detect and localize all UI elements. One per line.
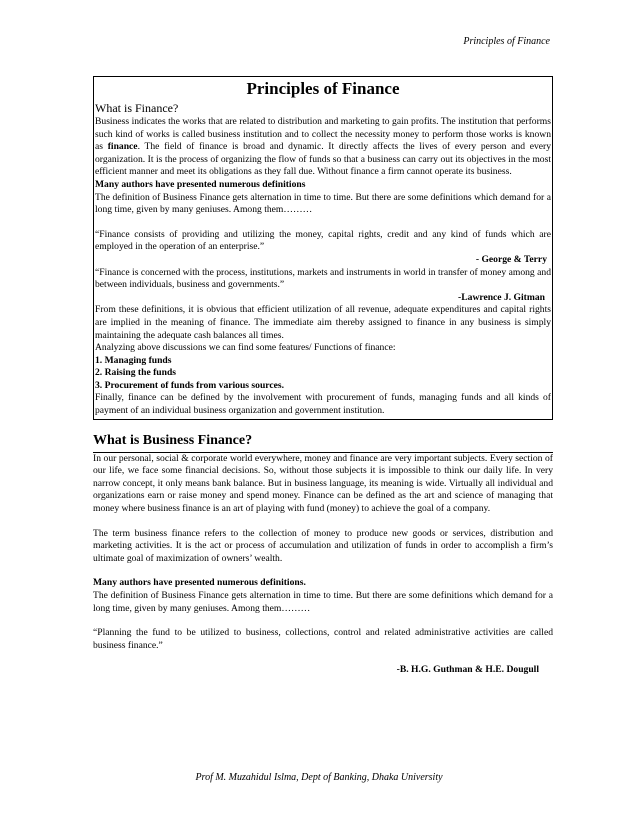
section-2-paragraph-1: In our personal, social & corporate world everywhere, money and finance are very important subjects. Every section of our life, we face some financial decisions. So, without those subjects it is impossible to think our daily life. In very narrow concept, it only means bank balance. But in business language, its meaning is wide. Virtually all individual and organizations earn or raise money and spend money. Finance can be defined as the art and science of managing that money where business finance is an art of playing with fund (money) to achieve the goal of a company. bbox=[93, 452, 553, 515]
title-box bbox=[93, 76, 553, 101]
section-1-paragraph-3: From these definitions, it is obvious that efficient utilization of all revenue, adequate expenditures and capital rights are implied in the meaning of finance. The immediate aim thereby assigned to finance in any business is simply maintaining the adequate cash balances all times. bbox=[95, 304, 551, 341]
spacer bbox=[95, 217, 551, 229]
quote-2-attribution: -Lawrence J. Gitman bbox=[458, 291, 545, 303]
para-text: . The field of finance is broad and dynamic. It directly affects the lives of every person and every organization. It is the process of organizing the flow of funds so that a business can carry out its objectives in the most efficient manner and meet its obligations as they fall due. Without finance a firm cannot operate its business. bbox=[95, 141, 552, 178]
section-2-quote-attribution: -B. H.G. Guthman & H.E. Dougull bbox=[396, 664, 539, 676]
section-1-paragraph-1 bbox=[95, 116, 551, 179]
content bbox=[93, 76, 553, 677]
spacer bbox=[93, 652, 553, 664]
spacer bbox=[93, 615, 553, 627]
finance-term: finance bbox=[107, 141, 138, 153]
section-2-heading: What is Business Finance? bbox=[93, 432, 253, 448]
quote-2: “Finance is concerned with the process, institutions, markets and instruments in world in transfer of money among and between individuals, business and governments.” bbox=[95, 266, 551, 291]
section-2-quote: “Planning the fund to be utilized to business, collections, control and related administrative activities are called business finance.” bbox=[93, 627, 553, 651]
page-title: Principles of Finance bbox=[246, 79, 400, 98]
section-1-paragraph-4: Analyzing above discussions we can find some features/ Functions of finance: bbox=[95, 342, 396, 354]
spacer bbox=[93, 516, 553, 528]
section-1-box bbox=[93, 101, 553, 420]
para-text: Business indicates the works that are related to distribution and marketing to gain profits. The institution that performs such kind of works is called business institution and to collect the necessity money to perform those works is known as bbox=[95, 116, 551, 153]
function-item-1: 1. Managing funds bbox=[95, 354, 172, 366]
spacer bbox=[93, 420, 553, 432]
section-2-heading-rule bbox=[93, 432, 553, 453]
authors-heading: Many authors have presented numerous definitions bbox=[95, 178, 306, 190]
quote-1-attribution: - George & Terry bbox=[475, 253, 547, 265]
section-2-paragraph-3: The definition of Business Finance gets alternation in time to time. But there are some definitions which demand for a long time, given by many geniuses. Among them……… bbox=[93, 590, 553, 614]
section-2-authors-heading: Many authors have presented numerous definitions. bbox=[93, 577, 306, 589]
section-1-paragraph-5: Finally, finance can be defined by the involvement with procurement of funds, managing funds and all kinds of payment of an individual business organization and government institution. bbox=[95, 392, 551, 417]
quote-1: “Finance consists of providing and utilizing the money, capital rights, credit and any kind of funds which are employed in the operation of an enterprise.” bbox=[95, 228, 551, 253]
function-item-2: 2. Raising the funds bbox=[95, 367, 177, 379]
running-header: Principles of Finance bbox=[463, 36, 550, 47]
function-item-3: 3. Procurement of funds from various sources. bbox=[95, 379, 285, 391]
page-footer: Prof M. Muzahidul Islma, Dept of Banking, Dhaka University bbox=[195, 772, 443, 783]
spacer bbox=[93, 565, 553, 577]
section-1-paragraph-2: The definition of Business Finance gets alternation in time to time. But there are some definitions which demand for a long time, given by many geniuses. Among them……… bbox=[95, 191, 551, 216]
section-1-heading: What is Finance? bbox=[95, 101, 179, 115]
section-2-paragraph-2: The term business finance refers to the collection of money to produce new goods or services, distribution and marketing activities. It is the act or process of accumulation and utilization of funds in order to accomplish a firm’s ultimate goal of maximization of owners’ wealth. bbox=[93, 527, 553, 564]
